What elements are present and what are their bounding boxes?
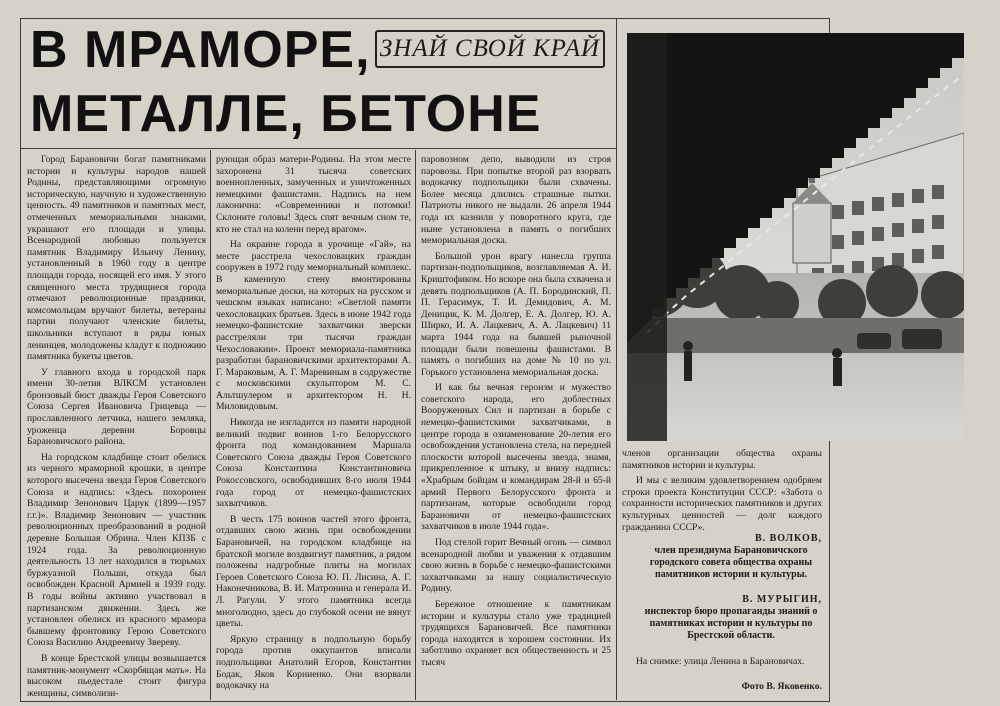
paragraph: И мы с великим удовлетворением одобряем строки проекта Конституции СССР: «Забота о сохранности исторических памятников и других культурных ценностей — долг каждого гражданина СССР».	[622, 475, 822, 532]
paragraph: И как бы вечная героизм и мужество советского народа, его доблестных Вооруженных Сил и партизан в борьбе с немецко-фашистскими захватчиками, в центре города в ознаменование 20-летия его освобождения установлена стела, на передней плоскости которой высечены звезда, знамя, прикрепленное к штыку, и внизу надпись: «Храбрым бойцам и командирам 28-й и 65-й армий Первого Белорусского фронта и партизанам, которые освободили город Барановичи от немецко-фашистских захватчиков в июле 1944 года».	[421, 382, 611, 533]
headline-line-2: МЕТАЛЛЕ, БЕТОНЕ	[30, 85, 542, 143]
paragraph: На окраине города в урочище «Гай», на месте расстрела чехословацких граждан сооружен в 1972 году мемориальный комплекс. В каменную стену вмонтированы мемориальные доски, на которых на русском и чешском языках написано: «Светлой памяти чехословацких братьев. Здесь в июне 1942 года немецко-фашистские захватчики зверски расстреляли три тысячи граждан Чехословакии». Проект мемориала-памятника разработан барановичскими архитекторами А. Г. Мараковым, А. Г. Маревиным в содружестве с московскими скульптором М. С. Альтшулером и архитектором Н. Н. Миловидовым.	[216, 239, 411, 413]
photo-divider	[616, 18, 617, 150]
rubric-box: ЗНАЙ СВОЙ КРАЙ	[375, 30, 605, 68]
paragraph: рующая образ матери-Родины. На этом месте захоронена 31 тысяча советских военнопленных, замученных и уничтоженных немецкими фашистами. Надпись на нем лаконична: «Современники и потомки! Склоните головы! Здесь спят вечным сном те, кто не стал на колени перед врагом».	[216, 154, 411, 235]
signature-name: В. ВОЛКОВ,	[754, 533, 822, 544]
paragraph: Бережное отношение к памятникам истории и культуры стало уже традицией трудящихся Барановичей. Все памятники города находятся в хорошем состоянии. Их заботливо охраняет вся общественность и 25 тысяч	[421, 598, 611, 668]
paragraph: Никогда не изгладится из памяти народной великий подвиг воинов 1-го Белорусского фронта под командованием Маршала Советского Союза дважды Героя Советского Союза Константина Константиновича Рокоссовского, освободивших 8-го июля 1944 года город от немецко-фашистских захватчиков.	[216, 417, 411, 510]
column-divider	[616, 150, 617, 700]
headline-rule	[20, 148, 616, 149]
signature-name: В. МУРЫГИН,	[742, 594, 822, 605]
paragraph: На городском кладбище стоит обелиск из черного мраморной крошки, в центре которого высечена звезда Героя Советского Союза и надпись: «Здесь похоронен Владимир Зенонович Царук (1899—1957 г.г.)». Владимир Зенонович — участник революционных преобразований в родной деревне Большая Обрина. Член КПЗБ с 1924 года. За революционную деятельность 13 лет находился в тюрьмах буржуазной Польши, откуда был освобожден Красной Армией в 1939 году. В годы войны активно участвовал в партизанском движении. Здесь же установлен обелиск из красного мрамора бывшему фронтовику Герою Советского Союза Василию Андреевичу Звереву.	[27, 451, 206, 649]
paragraph: Большой урон врагу нанесла группа партизан-подпольщиков, возглавляемая А. И. Криштофиком. Но вскоре она была схвачена и девять подпольщиков (А. П. Бородинский, П. П. Герасимук, Т. И. Демидович, А. М. Деницик, К. М. Долгер, Е. А. Долгер, Ю. А. Ширко, И. А. Лацкевич, А. А. Лацкевич) 11 марта 1944 года на бывшей рыночной площади были повешены фашистами. В память о погибших на доме № 10 по ул. Горького установлена мемориальная доска.	[421, 250, 611, 378]
street-photo	[627, 33, 964, 441]
photo-credit: Фото В. Яковенко.	[741, 681, 822, 692]
paragraph: В конце Брестской улицы возвышается памятник-монумент «Скорбящая мать». На высоком пьедестале стоит фигура женщины, символизи-	[27, 652, 206, 699]
photo-caption: На снимке: улица Ленина в Барановичах.	[636, 656, 805, 667]
paragraph: членов организации общества охраны памятников истории и культуры.	[622, 448, 822, 471]
paragraph: Под стелой горит Вечный огонь — символ всенародной любви и уважения к отдавшим свою жизнь в борьбе с немецко-фашистскими захватчиками за нашу социалистическую Родину.	[421, 537, 611, 595]
signature-murygin	[622, 594, 822, 642]
column-1	[27, 154, 206, 700]
paragraph: паровозном депо, выводили из строя паровозы. При попытке второй раз взорвать водокачку подпольщики были схвачены. Более месяца длились страшные пытки. Патриоты никого не выдали. 26 апреля 1944 года их казнили у поворотного круга, где ныне установлена в память о погибших мемориальная доска.	[421, 154, 611, 247]
column-divider	[415, 150, 416, 700]
column-3	[421, 154, 611, 700]
signature-volkov	[622, 533, 822, 581]
paragraph: Город Барановичи богат памятниками истории и культуры народов нашей Родины, представляющими огромную историческую, научную и художественную ценность. 49 памятников и памятных мест, отмеченных мемориальными знаками, украшают его площади и улицы. Всенародной любовью пользуется памятник Владимиру Ильичу Ленину, установленный в 1960 году в центре площади города, носящей его имя. У этого священного места трудящиеся города отмечают революционные праздники, комсомольцам вручают билеты, ветераны партии получают членские билеты, школьники вступают в ряды юных ленинцев, молодожены кладут к подножию памятника букеты цветов.	[27, 154, 206, 363]
paragraph: Яркую страницу в подпольную борьбу города против оккупантов вписали подпольщики Анатолий Егоров, Константин Бодак, Яков Корниенко. Они взорвали водокачку на	[216, 633, 411, 692]
signature-position: член президиума Барановичского городского совета общества охраны памятников истории и культуры.	[649, 545, 813, 580]
column-2	[216, 154, 411, 700]
signature-position: инспектор бюро пропаганды знаний о памятниках истории и культуры по Брестской области.	[644, 606, 818, 641]
headline-line-1: В МРАМОРЕ,	[30, 21, 371, 79]
column-divider	[210, 150, 211, 700]
paragraph: В честь 175 воинов частей этого фронта, отдавших свою жизнь при освобождении Барановичей, на городском кладбище на братской могиле воздвигнут памятник, а рядом положены надгробные плиты на могилах Героев Советского Союза Ю. П. Лисина, А. Г. Наконечникова, В. И. Матронина и генерала И. Л. Рагули. У этого памятника всегда многолюдно, здесь до глубокой осени не вянут цветы.	[216, 513, 411, 630]
column-4	[622, 448, 822, 532]
paragraph: У главного входа в городской парк имени 30-летия ВЛКСМ установлен бронзовый бюст дважды Героя Советского Союза Сергея Ивановича Грицевца — прославленного летчика, нашего земляка, уроженца деревни Боровцы Барановичского района.	[27, 366, 206, 448]
